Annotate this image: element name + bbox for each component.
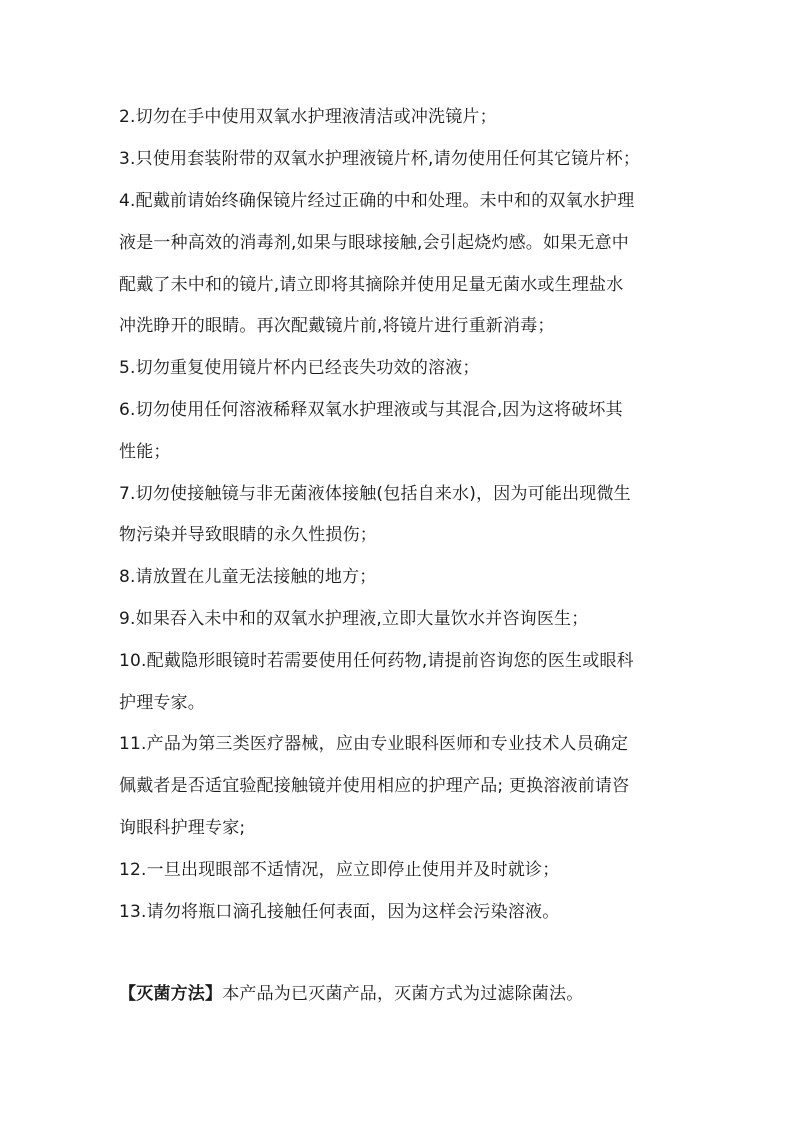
text-line: 询眼科护理专家; xyxy=(119,818,246,838)
text-line: 8.请放置在儿童无法接触的地方； xyxy=(119,567,377,587)
sterilization-text: 本产品为已灭菌产品，灭菌方式为过滤除菌法。 xyxy=(222,984,584,1004)
text-line: 护理专家。 xyxy=(119,693,205,713)
text-line: 6.切勿使用任何溶液稀释双氧水护理液或与其混合,因为这将破坏其 xyxy=(119,400,623,420)
text-line: 13.请勿将瓶口滴孔接触任何表面，因为这样会污染溶液。 xyxy=(119,902,560,922)
text-line: 7.切勿使接触镜与非无菌液体接触(包括自来水)，因为可能出现微生 xyxy=(119,484,631,504)
text-line: 冲洗睁开的眼睛。再次配戴镜片前,将镜片进行重新消毒； xyxy=(119,316,555,336)
text-line: 佩戴者是否适宜验配接触镜并使用相应的护理产品; 更换溶液前请咨 xyxy=(119,776,630,796)
text-line: 物污染并导致眼睛的永久性损伤； xyxy=(119,525,377,545)
text-line: 10.配戴隐形眼镜时若需要使用任何药物,请提前咨询您的医生或眼科 xyxy=(119,651,634,671)
text-line: 液是一种高效的消毒剂,如果与眼球接触,会引起烧灼感。如果无意中 xyxy=(119,233,630,253)
text-line: 3.只使用套装附带的双氧水护理液镜片杯,请勿使用任何其它镜片杯； xyxy=(119,149,641,169)
text-line: 11.产品为第三类医疗器械，应由专业眼科医师和专业技术人员确定 xyxy=(119,734,629,754)
text-line: 4.配戴前请始终确保镜片经过正确的中和处理。未中和的双氧水护理 xyxy=(119,191,635,211)
text-line: 配戴了未中和的镜片,请立即将其摘除并使用足量无菌水或生理盐水 xyxy=(119,275,624,295)
sterilization-section xyxy=(119,981,583,1007)
text-line: 12.一旦出现眼部不适情况，应立即停止使用并及时就诊； xyxy=(119,860,560,880)
text-line: 9.如果吞入未中和的双氧水护理液,立即大量饮水并咨询医生； xyxy=(119,609,589,629)
sterilization-label: 【灭菌方法】 xyxy=(119,984,223,1004)
text-line: 5.切勿重复使用镜片杯内已经丧失功效的溶液； xyxy=(119,358,480,378)
text-line: 2.切勿在手中使用双氧水护理液清洁或冲洗镜片； xyxy=(119,107,497,127)
text-line: 性能； xyxy=(119,442,171,462)
